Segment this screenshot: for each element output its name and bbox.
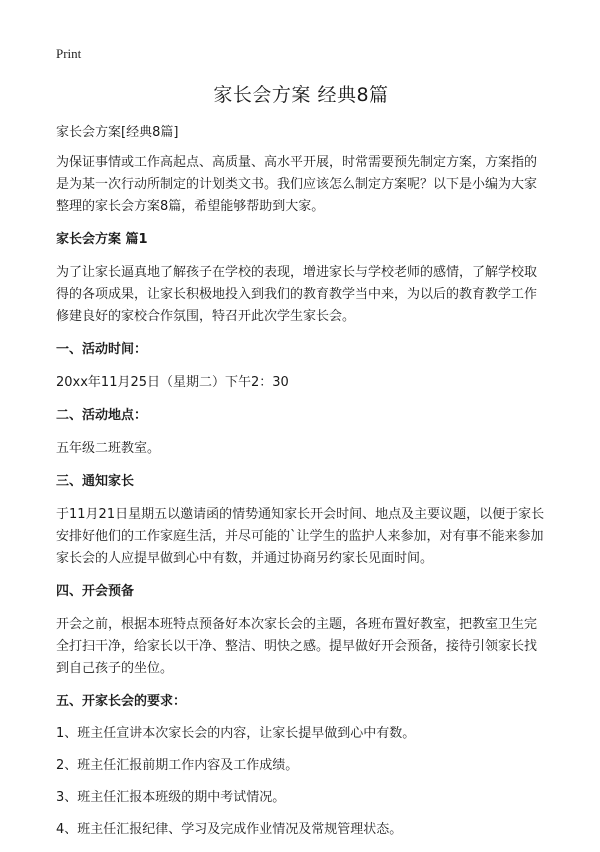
intro-paragraph: 为保证事情或工作高起点、高质量、高水平开展，时常需要预先制定方案，方案指的是为某一次行动所制定的计划类文书。我们应该怎么制定方案呢？以下是小编为大家整理的家长会方案8篇，希望能够帮助到大家。	[56, 155, 538, 214]
requirement-item: 1、班主任宣讲本次家长会的内容，让家长提早做到心中有数。	[56, 726, 416, 741]
requirement-item: 3、班主任汇报本班级的期中考试情况。	[56, 790, 286, 805]
document-subtitle: 家长会方案[经典8篇]	[56, 125, 179, 140]
heading-notify-parents: 三、通知家长	[56, 474, 135, 489]
section-heading: 家长会方案 篇1	[56, 232, 148, 247]
activity-time-text: 20xx年11月25日（星期二）下午2：30	[56, 375, 289, 390]
page-title: 家长会方案 经典8篇	[213, 84, 389, 106]
activity-place-text: 五年级二班教室。	[56, 441, 161, 456]
section-intro-paragraph: 为了让家长逼真地了解孩子在学校的表现，增进家长与学校老师的感情，了解学校取得的各项成果，让家长积极地投入到我们的教育教学当中来，为以后的教育教学工作修建良好的家校合作氛围，特召开此次学生家长会。	[56, 265, 538, 324]
heading-activity-time: 一、活动时间：	[56, 342, 148, 357]
heading-meeting-prep: 四、开会预备	[56, 584, 135, 599]
document-body	[56, 80, 546, 852]
meeting-prep-text: 开会之前，根据本班特点预备好本次家长会的主题，各班布置好教室，把教室卫生完全打扫干净，给家长以干净、整洁、明快之感。提早做好开会预备，接待引领家长找到自己孩子的坐位。	[56, 617, 538, 676]
heading-activity-place: 二、活动地点：	[56, 408, 148, 423]
notify-parents-text: 于11月21日星期五以邀请函的情势通知家长开会时间、地点及主要议题，以便于家长安排好他们的工作家庭生活，并尽可能的`让学生的监护人来参加，对有事不能来参加家长会的人应提早做到心中有数，并通过协商另约家长见面时间。	[56, 507, 545, 566]
print-link[interactable]: Print	[56, 46, 82, 61]
requirement-item: 2、班主任汇报前期工作内容及工作成绩。	[56, 758, 299, 773]
heading-meeting-requirements: 五、开家长会的要求：	[56, 694, 187, 709]
requirement-item: 4、班主任汇报纪律、学习及完成作业情况及常规管理状态。	[56, 822, 403, 837]
